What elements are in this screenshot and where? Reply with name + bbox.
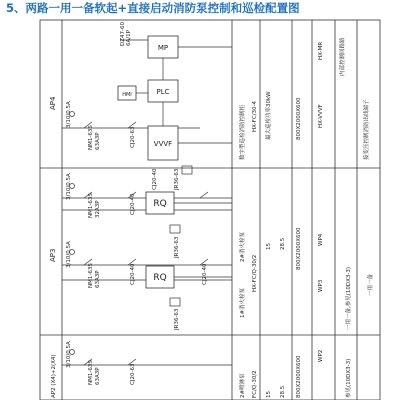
breaker-type-2: NM1-63S [88, 193, 94, 218]
relay-3: JR36-63 [174, 308, 180, 330]
wp-label-3: WP3 [318, 279, 324, 292]
contactor-6: CJ20-40 [202, 263, 208, 285]
extra-1: FC/Q-30/2 [252, 370, 258, 398]
breaker-rating-1: 63A3P [95, 132, 101, 150]
table-col1-2: 最大巡检功率30kW [266, 91, 272, 140]
hmi-label: HMI [122, 92, 132, 98]
contactor-3: CJ20-40 [130, 263, 136, 285]
extra-5: 参见(10DX3-3) [346, 358, 352, 398]
top-label-1: DZ47-60 [120, 22, 126, 46]
top-label-2: 6A/1P [126, 30, 132, 46]
wp-label-4: WP4 [318, 233, 324, 246]
wp-label-2: WP2 [318, 349, 324, 362]
relay-1: JR36-63 [174, 168, 180, 190]
table-col2-0: HX-MR [318, 41, 324, 60]
contactor-1: CJ20-63 [130, 126, 136, 148]
page-title: 5、两路一用一备软起+直接启动消防泵控制和巡检配置图 [6, 1, 300, 15]
contactor-4: CJ20-63 [130, 363, 136, 385]
rq1-label: RQ [153, 199, 167, 209]
surge-label-1: 3/10/0.5A [66, 101, 72, 128]
breaker-type-3: NM1-63S [88, 263, 94, 288]
surge-label-3: 3/10/0.5A [66, 241, 72, 268]
bottom-row-1: 一用一备,参见(10DX3-3) [346, 266, 352, 330]
table-col1-3: 800X2000X600 [296, 97, 302, 140]
table-row-a-5: 800X2000X600 [296, 227, 302, 270]
table-row-a-2: HX-FC/Q-30/2 [252, 254, 258, 292]
surge-label-2: 3/10/0.5A [66, 173, 72, 200]
rq2-label: RQ [153, 273, 167, 283]
extra-4: 800X2000X600 [296, 355, 302, 398]
panel-bottom: AP2 (X4)+2(X4) [51, 354, 57, 398]
breaker-type-1: NM1-63S [88, 125, 94, 150]
mp-label: MP [157, 44, 169, 52]
plc-label: PLC [156, 88, 170, 96]
breaker-type-4: NM1-63S [88, 360, 94, 385]
panel-ap4: AP4 [49, 96, 57, 110]
extra-3: 28.5 [280, 385, 286, 398]
table-row-a-4: 28.5 [280, 237, 286, 250]
vvvf-label: VVVF [153, 140, 173, 148]
table-col1-0: 数字型巡检消防控制柜 [240, 104, 246, 160]
table-col1-1: HX-FC/30-4 [252, 101, 258, 132]
panel-ap3: AP3 [49, 248, 57, 262]
contactor-2: CJ20-40 [130, 193, 136, 215]
breaker-rating-4: 63A3P [95, 367, 101, 385]
extra-0: 2#喷淋泵 [240, 373, 246, 398]
extra-2: 15 [266, 391, 272, 398]
bottom-row-0: 一用一备 [368, 273, 374, 296]
breaker-rating-2: 32A3P [95, 200, 101, 218]
table-col2-1: 内部控制回路路 [340, 37, 346, 76]
surge-label-4: 3/10/0.5A [66, 341, 72, 368]
table-col3-0: 接变压控制消防出线端子 [364, 99, 370, 160]
table-row-a-3: 15 [266, 243, 272, 250]
contactor-5: CJ20-40 [152, 168, 158, 190]
table-row-a-0: 1#消火栓泵 [240, 287, 246, 318]
table-col1-4: HX-VVVF [318, 104, 324, 128]
table-row-a-1: 2#消火栓泵 [240, 231, 246, 262]
relay-2: JR36-63 [174, 236, 180, 258]
breaker-rating-3: 63A3P [95, 270, 101, 288]
